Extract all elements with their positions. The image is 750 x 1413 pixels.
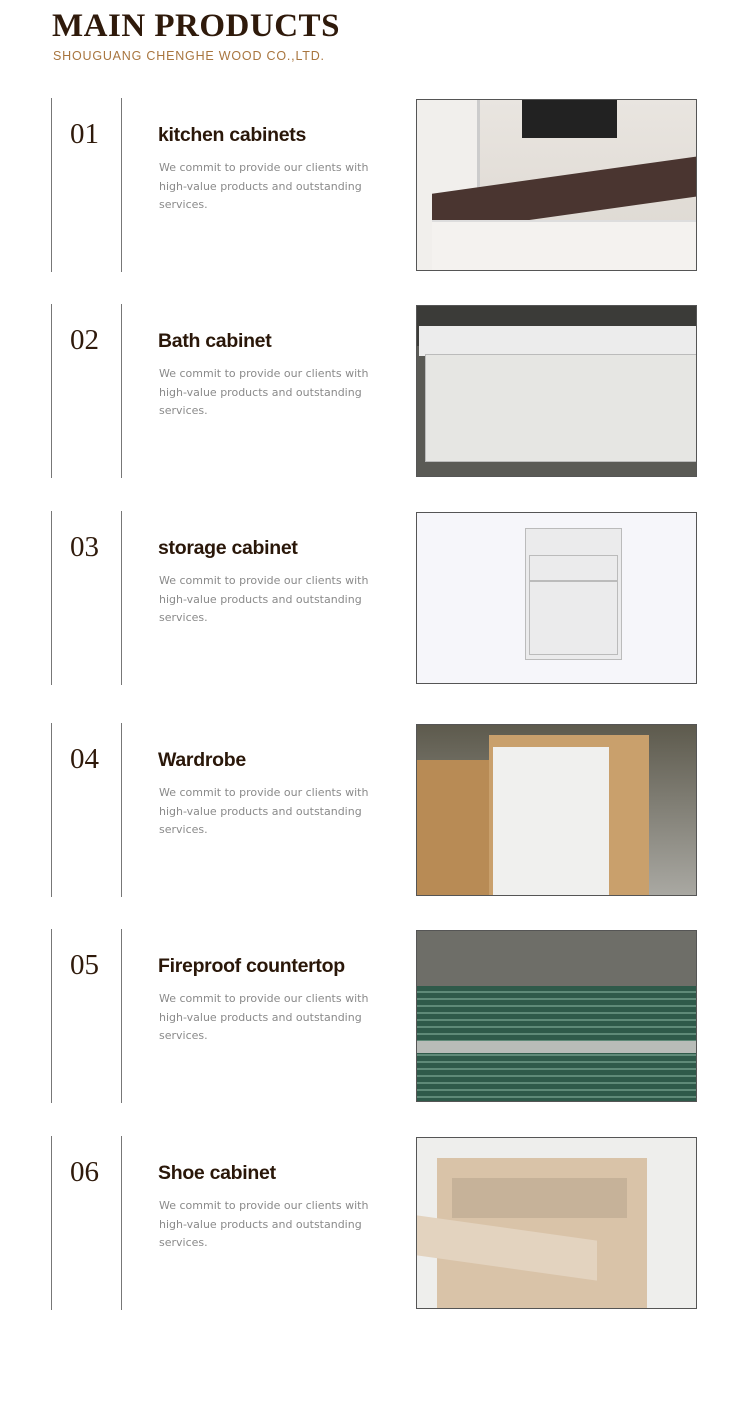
product-name[interactable]: Fireproof countertop [158,955,345,977]
product-number: 06 [70,1156,99,1188]
divider [51,304,52,478]
product-item-wardrobe[interactable] [0,723,750,897]
product-name[interactable]: Shoe cabinet [158,1162,276,1184]
divider [121,511,122,685]
product-number: 05 [70,949,99,981]
product-name[interactable]: kitchen cabinets [158,124,307,146]
product-item-bath-cabinet[interactable] [0,304,750,478]
product-description: We commit to provide our clients with high-value products and outstanding services. [159,786,369,837]
divider [51,511,52,685]
product-name[interactable]: Bath cabinet [158,330,272,352]
divider [121,98,122,272]
product-description: We commit to provide our clients with high-value products and outstanding services. [159,367,369,418]
divider [121,929,122,1103]
page-title: MAIN PRODUCTS [52,8,340,44]
product-item-shoe-cabinet[interactable] [0,1136,750,1310]
product-image[interactable] [416,99,697,271]
product-number: 01 [70,118,99,150]
product-item-kitchen-cabinets[interactable] [0,98,750,272]
product-item-storage-cabinet[interactable] [0,511,750,685]
divider [121,723,122,897]
product-image[interactable] [416,1137,697,1309]
product-item-fireproof-countertop[interactable] [0,929,750,1103]
divider [51,929,52,1103]
product-image[interactable] [416,512,697,684]
divider [51,98,52,272]
product-name[interactable]: storage cabinet [158,537,298,559]
company-name: SHOUGUANG CHENGHE WOOD CO.,LTD. [53,49,325,63]
product-description: We commit to provide our clients with high-value products and outstanding services. [159,1199,369,1250]
product-number: 04 [70,743,99,775]
product-description: We commit to provide our clients with high-value products and outstanding services. [159,161,369,212]
product-name[interactable]: Wardrobe [158,749,246,771]
product-image[interactable] [416,930,697,1102]
divider [121,1136,122,1310]
product-image[interactable] [416,305,697,477]
product-image[interactable] [416,724,697,896]
product-number: 02 [70,324,99,356]
product-number: 03 [70,531,99,563]
product-description: We commit to provide our clients with high-value products and outstanding services. [159,992,369,1043]
product-description: We commit to provide our clients with high-value products and outstanding services. [159,574,369,625]
divider [51,723,52,897]
divider [51,1136,52,1310]
divider [121,304,122,478]
